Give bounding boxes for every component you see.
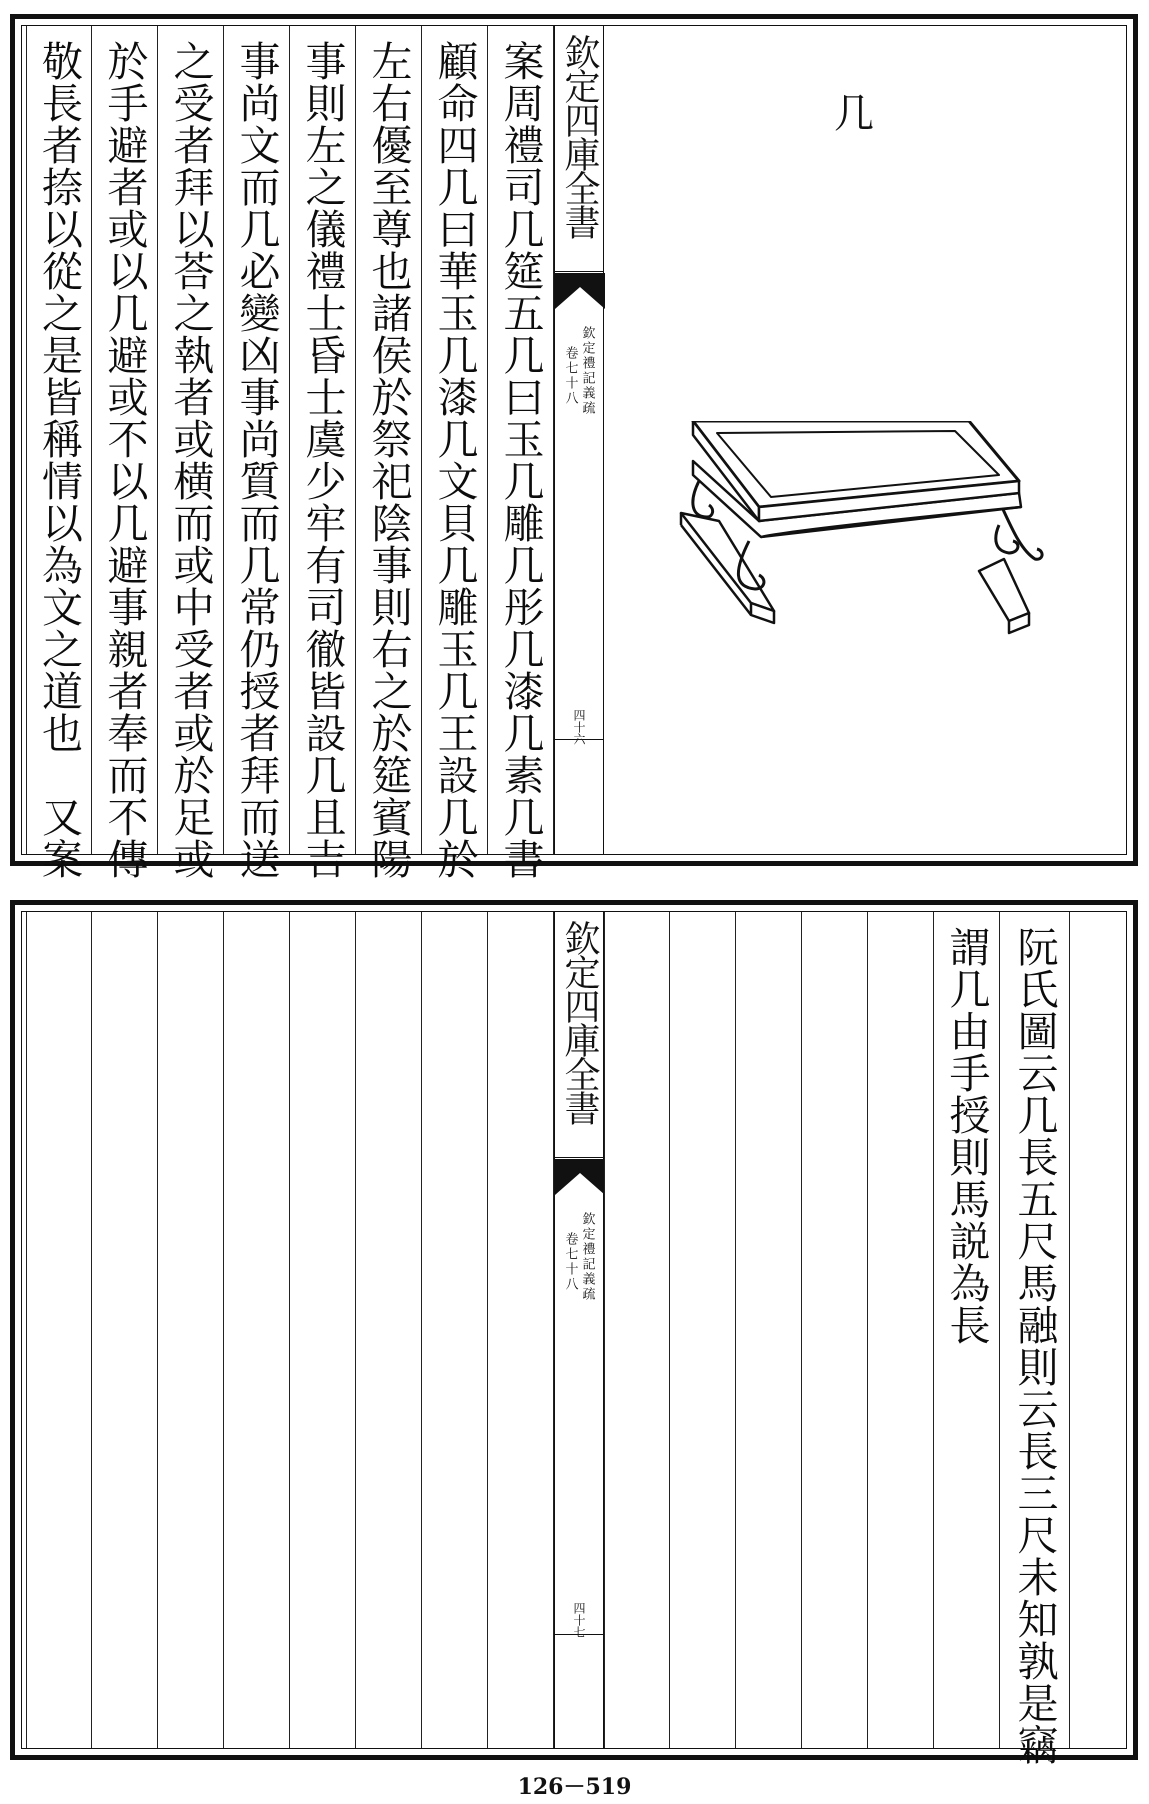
column-text: 事尚文而几必變凶事尚質而几常仍授者拜而送 <box>232 40 281 880</box>
empty-column <box>802 912 868 1748</box>
column-text: 左右優至尊也諸侯於祭祀陰事則右之於筵賓陽 <box>364 40 413 880</box>
text-column-1 <box>1000 912 1070 1766</box>
volume-number: 卷七十八 <box>562 1232 578 1292</box>
text-column-7 <box>92 26 158 880</box>
volume-title: 欽定禮記義疏 <box>579 1212 595 1302</box>
empty-column <box>158 912 224 1748</box>
text-column-6 <box>158 26 224 880</box>
collection-title: 欽定四庫全書 <box>559 920 600 1124</box>
folio-number: 四十六 <box>572 709 586 745</box>
figure-panel <box>604 26 1126 854</box>
empty-column <box>26 912 92 1748</box>
fishtail-icon <box>555 273 605 311</box>
empty-column <box>736 912 802 1748</box>
page-47 <box>10 900 1138 1766</box>
column-text: 謂几由手授則馬説為長 <box>942 926 991 1346</box>
fold-rule <box>555 271 603 272</box>
fishtail-icon <box>555 1159 605 1197</box>
folio-number: 四十七 <box>572 1602 586 1638</box>
empty-column <box>670 912 736 1748</box>
center-fold <box>554 26 604 854</box>
empty-column <box>224 912 290 1748</box>
column-text: 案周禮司几筵五几曰玉几雕几彤几漆几素几書 <box>496 40 545 880</box>
empty-column <box>92 912 158 1748</box>
text-column-5 <box>224 26 290 880</box>
empty-column <box>604 912 670 1748</box>
fold-rule <box>555 1634 603 1635</box>
text-column-4 <box>290 26 356 880</box>
figure-label: 几 <box>834 91 874 137</box>
text-column-2 <box>934 912 1000 1748</box>
empty-column <box>488 912 554 1748</box>
text-column-2 <box>422 26 488 880</box>
page-frame <box>21 25 1127 880</box>
text-column-1 <box>488 26 554 880</box>
column-text: 敬長者捺以從之是皆稱情以為文之道也 又案 <box>35 40 83 880</box>
low-table-illustration-icon <box>679 421 1079 651</box>
collection-title: 欽定四庫全書 <box>559 34 600 238</box>
fold-rule <box>555 739 603 740</box>
column-text: 事則左之儀禮士昏士虞少牢有司徹皆設几且吉 <box>298 40 347 880</box>
column-text: 於手避者或以几避或不以几避事親者奉而不傳 <box>100 40 149 880</box>
column-text: 之受者拜以荅之執者或横而或中受者或於足或 <box>166 40 215 880</box>
page-46 <box>10 14 1138 880</box>
empty-column <box>290 912 356 1748</box>
empty-column <box>356 912 422 1748</box>
page-number: 126－519 <box>517 1774 632 1800</box>
volume-number: 卷七十八 <box>562 346 578 406</box>
column-text: 阮氏圖云几長五尺馬融則云長三尺未知孰是竊 <box>1010 926 1059 1766</box>
center-fold <box>554 912 604 1748</box>
fold-rule <box>555 1157 603 1158</box>
text-column-8 <box>26 26 92 880</box>
volume-title: 欽定禮記義疏 <box>579 326 595 416</box>
empty-column <box>868 912 934 1748</box>
empty-column <box>422 912 488 1748</box>
text-column-3 <box>356 26 422 880</box>
column-text: 顧命四几曰華玉几漆几文貝几雕玉几王設几於 <box>430 40 479 880</box>
page-frame <box>21 911 1127 1766</box>
